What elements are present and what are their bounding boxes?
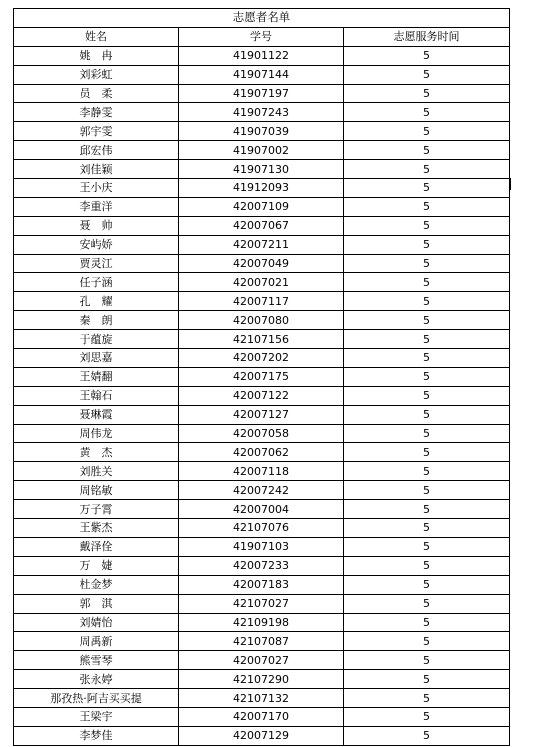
cell-service-hours[interactable]: 5 — [344, 462, 510, 481]
cell-student-id[interactable]: 42107027 — [179, 594, 344, 613]
table-row — [14, 462, 510, 481]
table-row — [14, 613, 510, 632]
table-title[interactable]: 志愿者名单 — [14, 9, 510, 28]
cell-service-hours[interactable]: 5 — [344, 141, 510, 160]
table-row — [14, 65, 510, 84]
cell-service-hours[interactable]: 5 — [344, 386, 510, 405]
table-row — [14, 216, 510, 235]
cell-student-id[interactable]: 41907243 — [179, 103, 344, 122]
cell-service-hours[interactable]: 5 — [344, 424, 510, 443]
table-row — [14, 273, 510, 292]
cell-student-id[interactable]: 41907144 — [179, 65, 344, 84]
cell-student-id[interactable]: 42107087 — [179, 632, 344, 651]
cell-student-id[interactable]: 42007027 — [179, 651, 344, 670]
table-row — [14, 500, 510, 519]
table-row — [14, 46, 510, 65]
cell-service-hours[interactable]: 5 — [344, 651, 510, 670]
cell-service-hours[interactable]: 5 — [344, 632, 510, 651]
cell-student-id[interactable]: 41901122 — [179, 46, 344, 65]
cell-service-hours[interactable]: 5 — [344, 179, 510, 198]
cell-name[interactable]: 万子霄 — [14, 500, 179, 519]
cell-service-hours[interactable]: 5 — [344, 273, 510, 292]
table-row — [14, 594, 510, 613]
cell-student-id[interactable]: 41907002 — [179, 141, 344, 160]
cell-student-id[interactable]: 42007242 — [179, 481, 344, 500]
cell-name[interactable]: 戴泽佺 — [14, 537, 179, 556]
table-row — [14, 235, 510, 254]
cell-name[interactable]: 李静雯 — [14, 103, 179, 122]
table-row — [14, 311, 510, 330]
table-body — [14, 46, 510, 745]
cell-student-id[interactable]: 42107156 — [179, 330, 344, 349]
table-row — [14, 160, 510, 179]
cell-student-id[interactable]: 42107290 — [179, 670, 344, 689]
cell-service-hours[interactable]: 5 — [344, 726, 510, 745]
cell-service-hours[interactable]: 5 — [344, 122, 510, 141]
cell-service-hours[interactable]: 5 — [344, 519, 510, 538]
table-row — [14, 481, 510, 500]
cell-student-id[interactable]: 42007067 — [179, 216, 344, 235]
cell-name[interactable]: 刘胜关 — [14, 462, 179, 481]
table-row — [14, 651, 510, 670]
cell-student-id[interactable]: 42007118 — [179, 462, 344, 481]
table-row — [14, 84, 510, 103]
cell-service-hours[interactable]: 5 — [344, 349, 510, 368]
table-row — [14, 103, 510, 122]
cell-service-hours[interactable]: 5 — [344, 443, 510, 462]
cell-name[interactable]: 秦 朗 — [14, 311, 179, 330]
cell-service-hours[interactable]: 5 — [344, 707, 510, 726]
cell-name[interactable]: 李梦佳 — [14, 726, 179, 745]
header-service-hours[interactable]: 志愿服务时间 — [344, 27, 510, 46]
cell-student-id[interactable]: 42007109 — [179, 197, 344, 216]
cell-service-hours[interactable]: 5 — [344, 216, 510, 235]
cell-name[interactable]: 王婧翻 — [14, 367, 179, 386]
cell-service-hours[interactable]: 5 — [344, 689, 510, 708]
cell-name[interactable]: 员 柔 — [14, 84, 179, 103]
cell-name[interactable]: 贾灵江 — [14, 254, 179, 273]
cell-service-hours[interactable]: 5 — [344, 537, 510, 556]
cell-name[interactable]: 王翰石 — [14, 386, 179, 405]
cell-name[interactable]: 王梁宇 — [14, 707, 179, 726]
cell-name[interactable]: 万 婕 — [14, 556, 179, 575]
cell-service-hours[interactable]: 5 — [344, 481, 510, 500]
cell-student-id[interactable]: 42007049 — [179, 254, 344, 273]
cell-name[interactable]: 张永婷 — [14, 670, 179, 689]
cell-service-hours[interactable]: 5 — [344, 160, 510, 179]
table-row — [14, 386, 510, 405]
cell-student-id[interactable]: 42007129 — [179, 726, 344, 745]
table-row — [14, 254, 510, 273]
cell-service-hours[interactable]: 5 — [344, 103, 510, 122]
cell-service-hours[interactable]: 5 — [344, 500, 510, 519]
cell-student-id[interactable]: 42109198 — [179, 613, 344, 632]
cell-student-id[interactable]: 42007004 — [179, 500, 344, 519]
cell-service-hours[interactable]: 5 — [344, 556, 510, 575]
cell-name[interactable]: 刘佳颖 — [14, 160, 179, 179]
cell-student-id[interactable]: 42007062 — [179, 443, 344, 462]
cell-service-hours[interactable]: 5 — [344, 311, 510, 330]
cell-service-hours[interactable]: 5 — [344, 330, 510, 349]
cell-service-hours[interactable]: 5 — [344, 235, 510, 254]
header-student-id[interactable]: 学号 — [179, 27, 344, 46]
table-row — [14, 349, 510, 368]
cell-student-id[interactable]: 42007127 — [179, 405, 344, 424]
table-row — [14, 537, 510, 556]
table-row — [14, 330, 510, 349]
cell-name[interactable]: 邱宏伟 — [14, 141, 179, 160]
table-row — [14, 405, 510, 424]
cell-student-id[interactable]: 42007233 — [179, 556, 344, 575]
table-row — [14, 122, 510, 141]
cell-service-hours[interactable]: 5 — [344, 65, 510, 84]
table-row — [14, 632, 510, 651]
cell-service-hours[interactable]: 5 — [344, 613, 510, 632]
cell-student-id[interactable]: 42007021 — [179, 273, 344, 292]
cell-service-hours[interactable]: 5 — [344, 197, 510, 216]
cell-student-id[interactable]: 41907103 — [179, 537, 344, 556]
cell-student-id[interactable]: 42007202 — [179, 349, 344, 368]
cell-name[interactable]: 姚 冉 — [14, 46, 179, 65]
table-row — [14, 689, 510, 708]
cell-student-id[interactable]: 42007170 — [179, 707, 344, 726]
cell-student-id[interactable]: 41907039 — [179, 122, 344, 141]
header-name[interactable]: 姓名 — [14, 27, 179, 46]
cell-name[interactable]: 杜金梦 — [14, 575, 179, 594]
table-row — [14, 670, 510, 689]
cell-service-hours[interactable]: 5 — [344, 670, 510, 689]
cell-service-hours[interactable]: 5 — [344, 367, 510, 386]
table-row — [14, 519, 510, 538]
table-row — [14, 443, 510, 462]
cell-name[interactable]: 周禹新 — [14, 632, 179, 651]
volunteer-table — [13, 8, 510, 746]
table-row — [14, 424, 510, 443]
cell-name[interactable]: 黄 杰 — [14, 443, 179, 462]
cell-student-id[interactable]: 41907197 — [179, 84, 344, 103]
cell-name[interactable]: 任子涵 — [14, 273, 179, 292]
cell-service-hours[interactable]: 5 — [344, 594, 510, 613]
cell-name[interactable]: 孔 耀 — [14, 292, 179, 311]
table-row — [14, 367, 510, 386]
table-row — [14, 197, 510, 216]
cell-student-id[interactable]: 42007122 — [179, 386, 344, 405]
cell-student-id[interactable]: 42007183 — [179, 575, 344, 594]
cell-name[interactable]: 王紫杰 — [14, 519, 179, 538]
cell-name[interactable]: 那孜热·阿吉买买提 — [14, 689, 179, 708]
cell-student-id[interactable]: 41912093 — [179, 179, 344, 198]
cell-name[interactable]: 周伟龙 — [14, 424, 179, 443]
table-row — [14, 575, 510, 594]
cell-student-id[interactable]: 42007080 — [179, 311, 344, 330]
table-row — [14, 556, 510, 575]
cell-name[interactable]: 李重洋 — [14, 197, 179, 216]
cell-name[interactable]: 周铭敏 — [14, 481, 179, 500]
volunteer-sheet — [13, 8, 509, 746]
cell-student-id[interactable]: 42007175 — [179, 367, 344, 386]
cell-service-hours[interactable]: 5 — [344, 575, 510, 594]
cell-name[interactable]: 刘婧怡 — [14, 613, 179, 632]
cell-student-id[interactable]: 42007117 — [179, 292, 344, 311]
cell-service-hours[interactable]: 5 — [344, 405, 510, 424]
cell-name[interactable]: 郭 淇 — [14, 594, 179, 613]
table-row — [14, 707, 510, 726]
table-row — [14, 726, 510, 745]
cell-student-id[interactable]: 42007058 — [179, 424, 344, 443]
cell-service-hours[interactable]: 5 — [344, 254, 510, 273]
cell-name[interactable]: 聂琳霞 — [14, 405, 179, 424]
cell-student-id[interactable]: 42107132 — [179, 689, 344, 708]
cell-name[interactable]: 熊雪琴 — [14, 651, 179, 670]
cell-name[interactable]: 郭宇雯 — [14, 122, 179, 141]
table-row — [14, 179, 510, 198]
cell-name[interactable]: 聂 帅 — [14, 216, 179, 235]
table-row — [14, 292, 510, 311]
cell-service-hours[interactable]: 5 — [344, 292, 510, 311]
title-row — [14, 9, 510, 28]
cell-student-id[interactable]: 42107076 — [179, 519, 344, 538]
cell-service-hours[interactable]: 5 — [344, 84, 510, 103]
cell-name[interactable]: 刘思嘉 — [14, 349, 179, 368]
cell-name[interactable]: 刘彩虹 — [14, 65, 179, 84]
cell-name[interactable]: 安屿娇 — [14, 235, 179, 254]
cell-student-id[interactable]: 41907130 — [179, 160, 344, 179]
cell-name[interactable]: 于蕴旋 — [14, 330, 179, 349]
cell-name[interactable]: 王小庆 — [14, 179, 179, 198]
text-cursor — [509, 178, 511, 190]
cell-service-hours[interactable]: 5 — [344, 46, 510, 65]
table-row — [14, 141, 510, 160]
header-row — [14, 27, 510, 46]
cell-student-id[interactable]: 42007211 — [179, 235, 344, 254]
